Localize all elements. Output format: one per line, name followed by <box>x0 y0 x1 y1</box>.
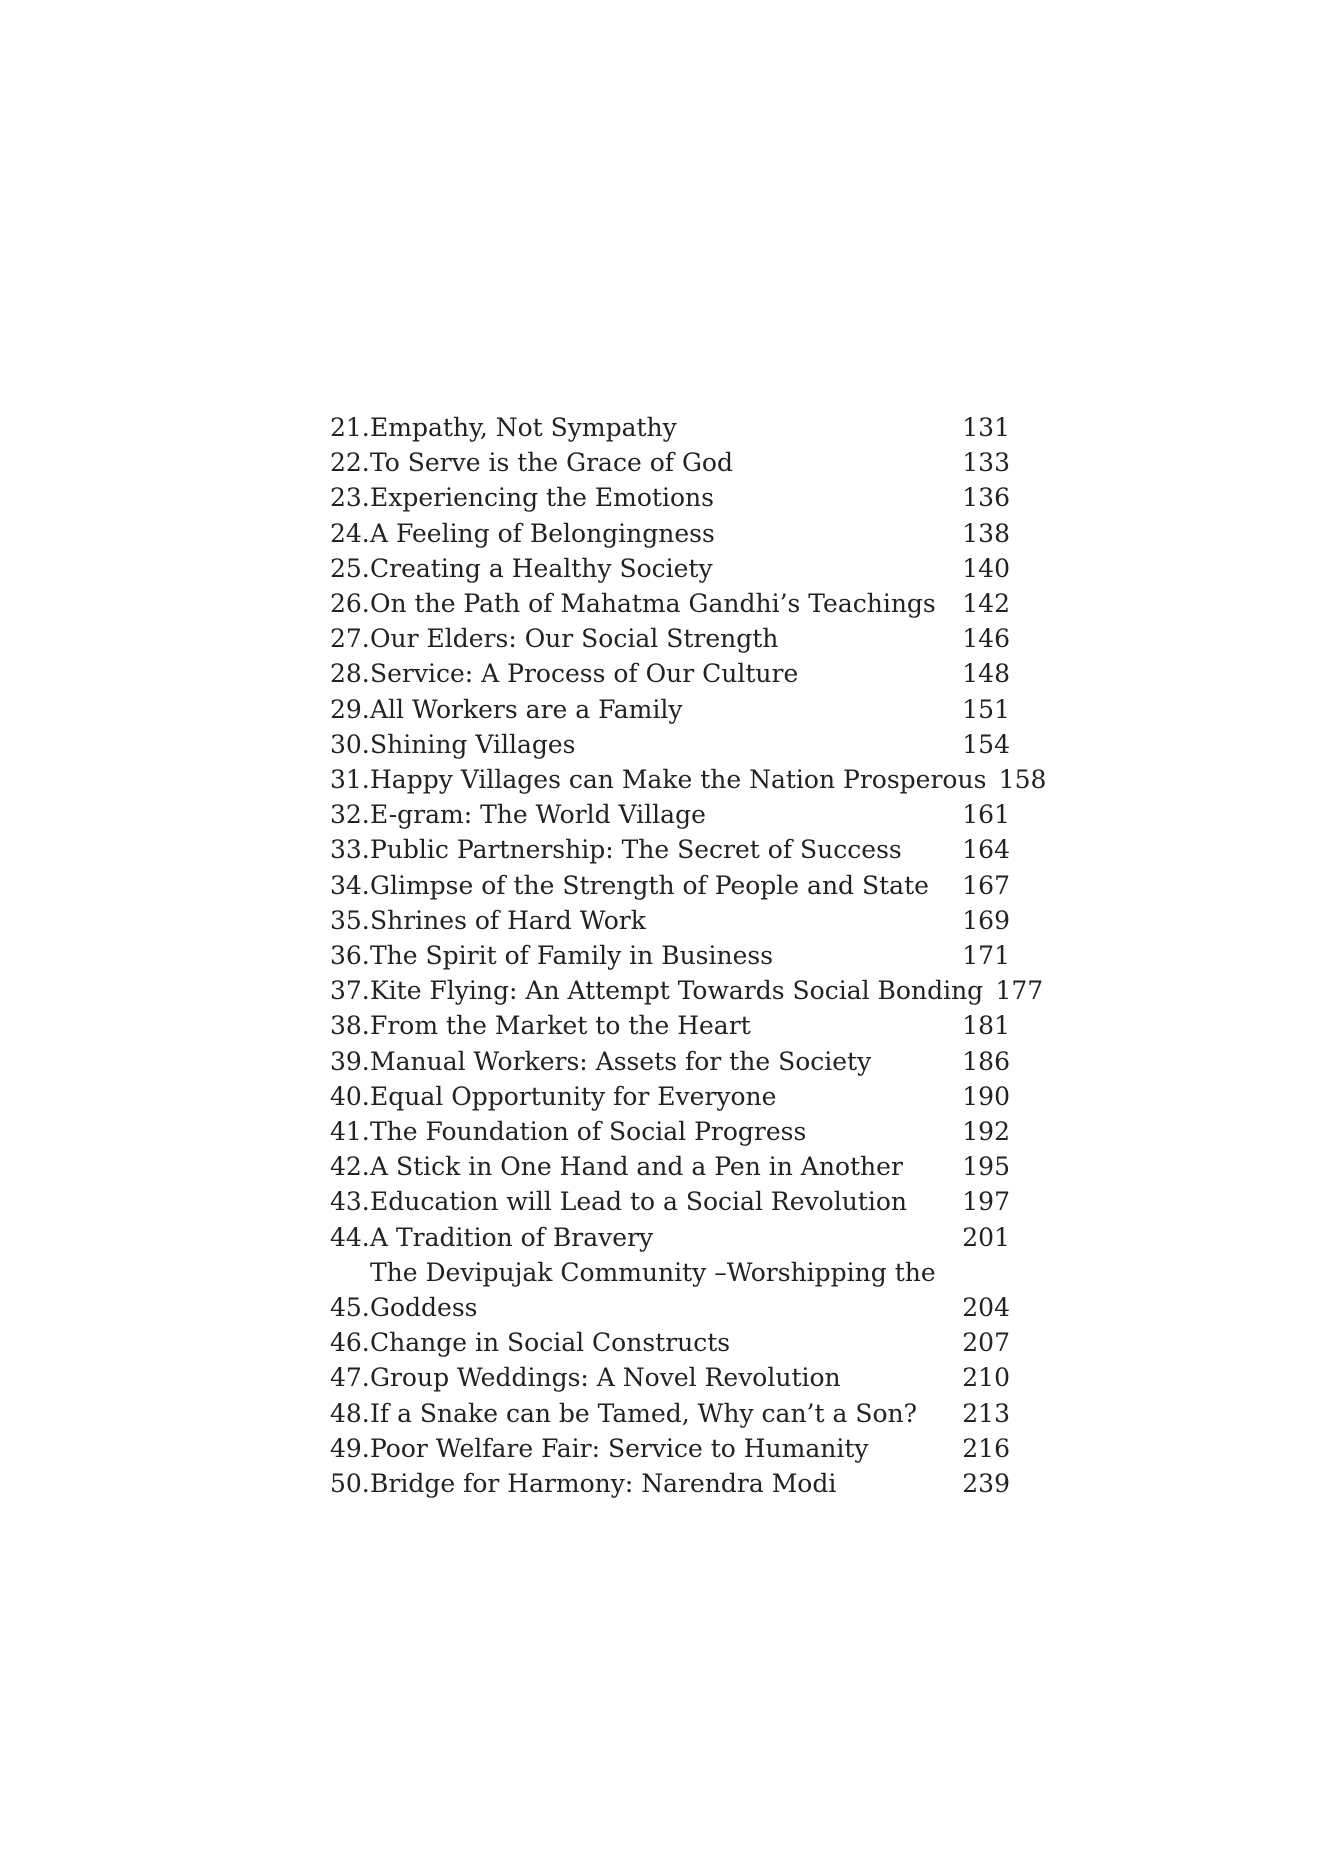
toc-entry-title-line: To Serve is the Grace of God <box>370 448 733 478</box>
toc-entry <box>330 1044 1010 1079</box>
toc-entry-title-line: Glimpse of the Strength of People and State <box>370 870 929 900</box>
toc-entry-title-line: Group Weddings: A Novel Revolution <box>370 1363 841 1393</box>
toc-entry-title-line: Creating a Healthy Society <box>370 553 713 583</box>
toc-entry <box>330 1466 1010 1501</box>
toc-entry <box>330 1396 1010 1431</box>
toc-entry-page-number: 181 <box>962 1011 1010 1041</box>
toc-entry-title-line: From the Market to the Heart <box>370 1011 751 1041</box>
toc-entry-title <box>370 1008 950 1043</box>
toc-entry-title <box>370 1220 950 1255</box>
toc-entry-number: 26. <box>330 589 370 619</box>
toc-entry-number: 42. <box>330 1152 370 1182</box>
toc-entry <box>330 1325 1010 1360</box>
toc-entry <box>330 1149 1010 1184</box>
toc-entry <box>330 480 1010 515</box>
toc-entry <box>330 1431 1010 1466</box>
toc-entry-title-line: Kite Flying: An Attempt Towards Social Bonding <box>370 976 984 1006</box>
toc-entry-title <box>370 1255 950 1325</box>
toc-entry-title <box>370 1325 950 1360</box>
toc-entry-page-number: 138 <box>962 518 1010 548</box>
toc-entry-title <box>370 516 950 551</box>
toc-entry-number: 21. <box>330 413 370 442</box>
toc-entry-number: 27. <box>330 624 370 654</box>
toc-entry <box>330 410 1010 445</box>
toc-entry-title-line: Shrines of Hard Work <box>370 905 646 935</box>
toc-entry-title-line: Poor Welfare Fair: Service to Humanity <box>370 1433 869 1463</box>
toc-entry-page-number: 216 <box>962 1433 1010 1463</box>
toc-entry-page-number: 239 <box>962 1469 1010 1499</box>
toc-entry-page-number: 154 <box>962 729 1010 759</box>
toc-entry <box>330 1220 1010 1255</box>
toc-entry-number: 39. <box>330 1046 370 1076</box>
toc-entry-title <box>370 1396 950 1431</box>
toc-entry-number: 49. <box>330 1433 370 1463</box>
toc-entry <box>330 832 1010 867</box>
toc-entry-page-number: 177 <box>995 976 1044 1006</box>
toc-entry-number: 48. <box>330 1398 370 1428</box>
toc-entry-title <box>370 762 986 797</box>
toc-entry <box>330 797 1010 832</box>
toc-entry-title-line: Education will Lead to a Social Revolution <box>370 1187 907 1217</box>
toc-entry <box>330 727 1010 762</box>
toc-entry <box>330 1360 1010 1395</box>
toc-entry-number: 36. <box>330 941 370 971</box>
toc-entry-number: 41. <box>330 1117 370 1147</box>
toc-entry-title-line: The Foundation of Social Progress <box>370 1117 807 1147</box>
toc-entry-title-line: Empathy, Not Sympathy <box>370 413 677 442</box>
toc-entry-number: 29. <box>330 694 370 724</box>
toc-entry-title-line: Experiencing the Emotions <box>370 483 714 513</box>
toc-entry-number: 22. <box>330 448 370 478</box>
toc-entry-title <box>370 586 950 621</box>
toc-entry-title-line: Bridge for Harmony: Narendra Modi <box>370 1469 837 1499</box>
toc-entry-page-number: 136 <box>962 483 1010 513</box>
toc-entry-title <box>370 1431 950 1466</box>
toc-entry-page-number: 190 <box>962 1081 1010 1111</box>
toc-entry <box>330 903 1010 938</box>
toc-entry-number: 47. <box>330 1363 370 1393</box>
toc-entry-title <box>370 868 950 903</box>
toc-entry <box>330 1255 1010 1325</box>
toc-entry-number: 34. <box>330 870 370 900</box>
toc-entry-number: 30. <box>330 729 370 759</box>
toc-entry-number: 33. <box>330 835 370 865</box>
toc-entry-page-number: 186 <box>962 1046 1010 1076</box>
toc-entry-page-number: 151 <box>962 694 1010 724</box>
toc-entry-title <box>370 410 950 445</box>
toc-entry-number: 50. <box>330 1469 370 1499</box>
toc-entry-title <box>370 445 950 480</box>
toc-entry-title <box>370 903 950 938</box>
toc-entry-page-number: 210 <box>962 1363 1010 1393</box>
toc-entry <box>330 621 1010 656</box>
toc-entry-title-line: Our Elders: Our Social Strength <box>370 624 779 654</box>
toc-entry-page-number: 195 <box>962 1152 1010 1182</box>
toc-entry-page-number: 169 <box>962 905 1010 935</box>
toc-entry-page-number: 197 <box>962 1187 1010 1217</box>
toc-entry-number: 25. <box>330 553 370 583</box>
toc-entry-number: 24. <box>330 518 370 548</box>
toc-entry-number: 40. <box>330 1081 370 1111</box>
toc-entry-page-number: 140 <box>962 553 1010 583</box>
toc-entry <box>330 1114 1010 1149</box>
toc-entry-title <box>370 1044 950 1079</box>
toc-entry-title-line: If a Snake can be Tamed, Why can’t a Son? <box>370 1398 918 1428</box>
toc-entry-title <box>370 1360 950 1395</box>
toc-entry <box>330 586 1010 621</box>
toc-entry-title-line: Goddess <box>370 1293 478 1323</box>
toc-entry <box>330 938 1010 973</box>
toc-entry-title-line: A Tradition of Bravery <box>370 1222 654 1252</box>
toc-entry-page-number: 171 <box>962 941 1010 971</box>
toc-entry-title-line: Manual Workers: Assets for the Society <box>370 1046 872 1076</box>
toc-entry-page-number: 213 <box>962 1398 1010 1428</box>
toc-entry-title <box>370 656 950 691</box>
toc-entry-title-line: A Feeling of Belongingness <box>370 518 715 548</box>
toc-entry-number: 23. <box>330 483 370 513</box>
toc-entry <box>330 1184 1010 1219</box>
toc-entry-title-line: The Devipujak Community –Worshipping the <box>370 1257 936 1287</box>
toc-entry <box>330 868 1010 903</box>
toc-entry-title-line: Equal Opportunity for Everyone <box>370 1081 777 1111</box>
toc-entry-page-number: 148 <box>962 659 1010 689</box>
toc-entry-page-number: 207 <box>962 1328 1010 1358</box>
toc-entry-page-number: 192 <box>962 1117 1010 1147</box>
toc-entry-title-line: A Stick in One Hand and a Pen in Another <box>370 1152 903 1182</box>
toc-entry-number: 43. <box>330 1187 370 1217</box>
toc-entry <box>330 1008 1010 1043</box>
toc-entry-title <box>370 797 950 832</box>
toc-entry-title-line: Public Partnership: The Secret of Success <box>370 835 902 865</box>
toc-entry <box>330 445 1010 480</box>
toc-entry-title-line: The Spirit of Family in Business <box>370 941 774 971</box>
toc-entry-title <box>370 1114 950 1149</box>
toc-entry-page-number: 158 <box>998 765 1047 795</box>
toc-entry-number: 46. <box>330 1328 370 1358</box>
toc-entry-title <box>370 480 950 515</box>
toc-entry-title <box>370 1149 950 1184</box>
toc-entry-page-number: 131 <box>962 413 1010 442</box>
toc-entry-page-number: 142 <box>962 589 1010 619</box>
toc-entry-page-number: 146 <box>962 624 1010 654</box>
toc-entry-page-number: 201 <box>962 1222 1010 1252</box>
toc-entry-title-line: Service: A Process of Our Culture <box>370 659 799 689</box>
toc-entry-title <box>370 973 983 1008</box>
toc-entry <box>330 692 1010 727</box>
toc-entry-number: 37. <box>330 976 370 1006</box>
toc-entry-title <box>370 938 950 973</box>
toc-entry <box>330 656 1010 691</box>
toc-entry-number: 32. <box>330 800 370 830</box>
toc-entry-page-number: 167 <box>962 870 1010 900</box>
toc-entry-page-number: 133 <box>962 448 1010 478</box>
toc-entry-number: 35. <box>330 905 370 935</box>
table-of-contents <box>330 410 1047 1501</box>
toc-entry-title <box>370 692 950 727</box>
toc-entry-title <box>370 832 950 867</box>
toc-entry-number: 31. <box>330 765 370 795</box>
toc-entry-page-number: 204 <box>962 1293 1010 1323</box>
toc-entry-title-line: On the Path of Mahatma Gandhi’s Teachings <box>370 589 936 619</box>
toc-entry-number: 44. <box>330 1222 370 1252</box>
toc-entry <box>330 762 1047 797</box>
toc-entry-title <box>370 727 950 762</box>
toc-entry <box>330 973 1044 1008</box>
toc-entry-title <box>370 1184 950 1219</box>
toc-entry-title-line: Shining Villages <box>370 729 576 759</box>
toc-entry <box>330 551 1010 586</box>
toc-entry-number: 45. <box>330 1293 370 1323</box>
toc-entry-title-line: Change in Social Constructs <box>370 1328 731 1358</box>
toc-entry-title <box>370 1079 950 1114</box>
toc-entry-title <box>370 621 950 656</box>
toc-entry-title <box>370 1466 950 1501</box>
toc-entry <box>330 516 1010 551</box>
toc-entry-number: 38. <box>330 1011 370 1041</box>
toc-entry <box>330 1079 1010 1114</box>
toc-entry-title <box>370 551 950 586</box>
toc-entry-title-line: E-gram: The World Village <box>370 800 706 830</box>
toc-entry-title-line: Happy Villages can Make the Nation Prosperous <box>370 765 987 795</box>
toc-entry-page-number: 161 <box>962 800 1010 830</box>
toc-entry-page-number: 164 <box>962 835 1010 865</box>
toc-entry-number: 28. <box>330 659 370 689</box>
toc-entry-title-line: All Workers are a Family <box>370 694 683 724</box>
